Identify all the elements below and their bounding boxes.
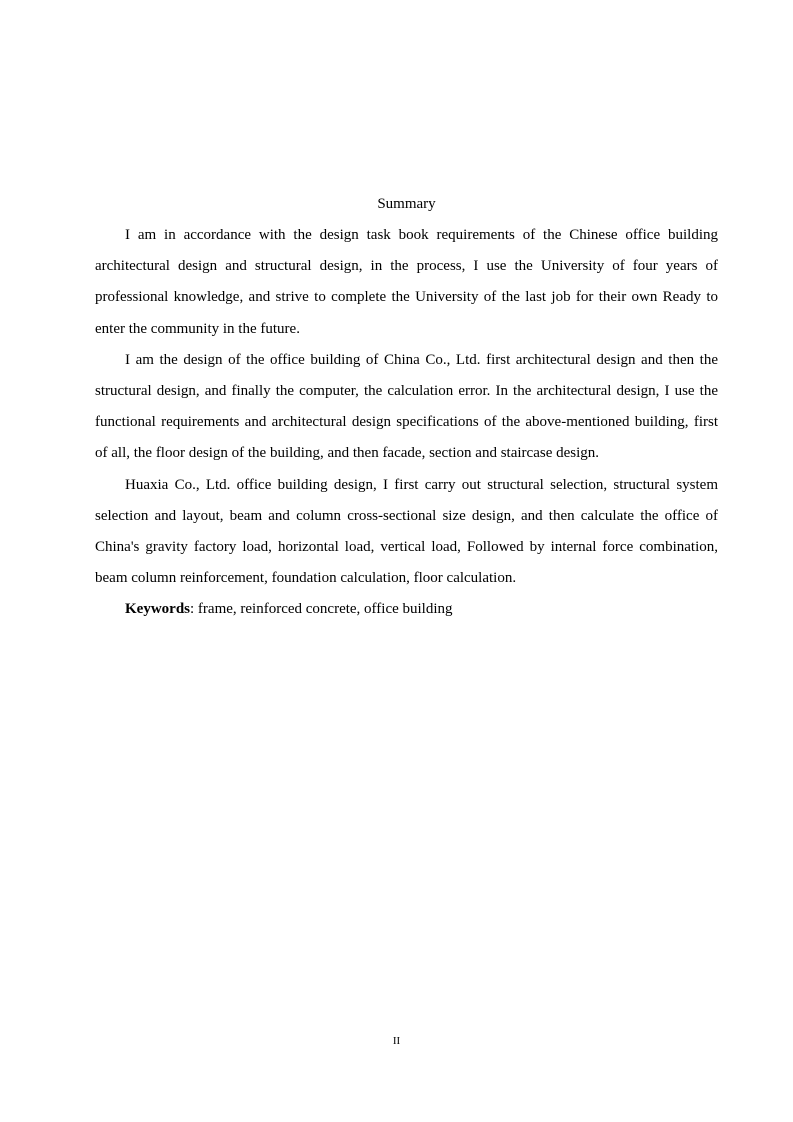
summary-section [95, 189, 718, 626]
summary-title: Summary [377, 196, 436, 212]
keywords-label: Keywords [125, 601, 190, 618]
keywords-line [95, 594, 718, 625]
summary-paragraph-1: I am in accordance with the design task book requirements of the Chinese office building architectural design and structural design, in the process, I use the University of four years of professional knowledge, and strive to complete the University of the last job for their own Ready to enter the community in the future. [95, 227, 718, 337]
summary-paragraph-2: I am the design of the office building of China Co., Ltd. first architectural design and then the structural design, and finally the computer, the calculation error. In the architectural design, I use the functional requirements and architectural design specifications of the above-mentioned building, first of all, the floor design of the building, and then facade, section and staircase design. [95, 351, 718, 462]
page-number: II [392, 1035, 401, 1047]
summary-paragraph-3: Huaxia Co., Ltd. office building design, I first carry out structural selection, structural system selection and layout, beam and column cross-sectional size design, and then calculate the office of China's gravity factory load, horizontal load, vertical load, Followed by internal force combination, beam column reinforcement, foundation calculation, floor calculation. [95, 476, 718, 587]
keywords-text: : frame, reinforced concrete, office building [190, 601, 453, 618]
